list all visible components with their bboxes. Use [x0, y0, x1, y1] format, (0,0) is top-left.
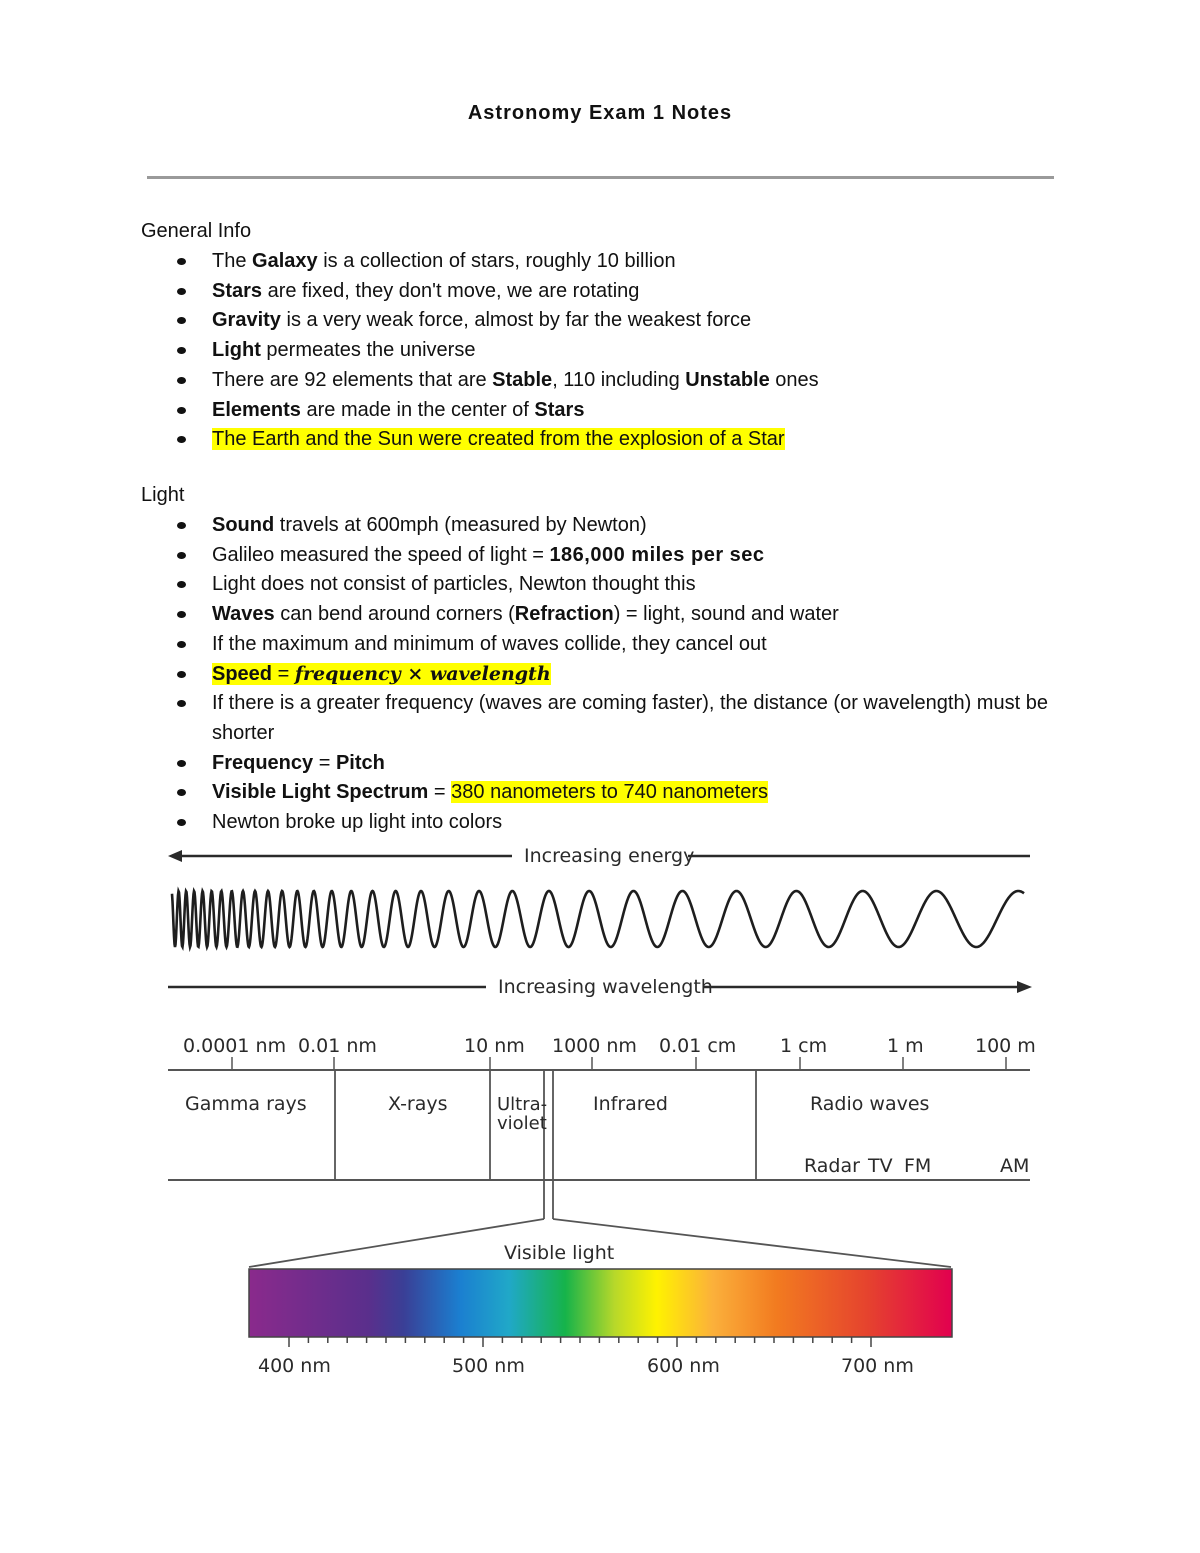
band-uv-line2: violet [497, 1113, 547, 1134]
highlighted-text: The Earth and the Sun were created from the explosion of a Star [212, 428, 785, 451]
scale-label: 10 nm [464, 1035, 525, 1057]
highlighted-text: 380 nanometers to 740 nanometers [451, 781, 769, 804]
scale-ticks [232, 1057, 1006, 1069]
list-item: If there is a greater frequency (waves are coming faster), the distance (or wavelength) must be shorter [0, 689, 1052, 748]
band-uv-line1: Ultra- [497, 1094, 548, 1115]
scale-label: 0.01 nm [298, 1035, 377, 1057]
list-item: Stars are fixed, they don't move, we are rotating [0, 277, 1052, 307]
visible-ticks [289, 1337, 871, 1347]
scale-label: 1 m [887, 1035, 924, 1057]
list-item: Newton broke up light into colors [0, 808, 1052, 838]
scale-label: 1000 nm [552, 1035, 637, 1057]
list-item [0, 425, 1052, 455]
radio-fm: FM [904, 1155, 932, 1177]
band-infrared: Infrared [593, 1093, 668, 1115]
list-item: Elements are made in the center of Stars [0, 396, 1052, 426]
energy-label: Increasing energy [524, 845, 695, 867]
scale-label: 1 cm [780, 1035, 828, 1057]
list-item: Sound travels at 600mph (measured by Newton) [0, 511, 1052, 541]
visible-tick-label: 500 nm [452, 1355, 525, 1377]
list-item: Light permeates the universe [0, 336, 1052, 366]
wavelength-arrowhead [1017, 981, 1032, 993]
electromagnetic-spectrum-diagram [0, 835, 1200, 1395]
highlighted-formula: Speed = frequency × wavelength [212, 662, 551, 685]
scale-label: 0.01 cm [659, 1035, 737, 1057]
band-radio: Radio waves [810, 1093, 930, 1115]
visible-tick-label: 600 nm [647, 1355, 720, 1377]
radio-tv: TV [868, 1155, 893, 1177]
visible-spectrum-bar [249, 1269, 952, 1337]
radio-radar: Radar [804, 1155, 860, 1177]
wave-curve [172, 891, 1024, 947]
list-item: Galileo measured the speed of light = 186,000 miles per sec [0, 541, 1052, 571]
list-item: Light does not consist of particles, Newton thought this [0, 570, 1052, 600]
list-item: Gravity is a very weak force, almost by far the weakest force [0, 306, 1052, 336]
wavelength-label: Increasing wavelength [498, 976, 713, 998]
visible-light-label: Visible light [504, 1242, 615, 1264]
title-divider [147, 176, 1054, 179]
section-heading-light: Light [141, 484, 185, 506]
visible-fan-left [249, 1219, 544, 1267]
document-title: Astronomy Exam 1 Notes [467, 102, 733, 124]
general-info-list [0, 247, 1052, 455]
visible-tick-label: 400 nm [258, 1355, 331, 1377]
radio-am: AM [1000, 1155, 1030, 1177]
band-gamma: Gamma rays [185, 1093, 307, 1115]
list-item: Waves can bend around corners (Refraction) = light, sound and water [0, 600, 1052, 630]
scale-label: 100 m [975, 1035, 1036, 1057]
section-heading-general: General Info [141, 220, 252, 242]
energy-arrowhead [168, 850, 182, 862]
list-item: Frequency = Pitch [0, 749, 1052, 779]
band-xrays: X-rays [388, 1093, 448, 1115]
scale-label: 0.0001 nm [183, 1035, 287, 1057]
list-item [0, 660, 1052, 690]
list-item: If the maximum and minimum of waves collide, they cancel out [0, 630, 1052, 660]
list-item: Visible Light Spectrum = 380 nanometers to 740 nanometers [0, 778, 1052, 808]
list-item: There are 92 elements that are Stable, 110 including Unstable ones [0, 366, 1052, 396]
list-item: The Galaxy is a collection of stars, roughly 10 billion [0, 247, 1052, 277]
light-list [0, 511, 1052, 838]
visible-tick-label: 700 nm [841, 1355, 914, 1377]
